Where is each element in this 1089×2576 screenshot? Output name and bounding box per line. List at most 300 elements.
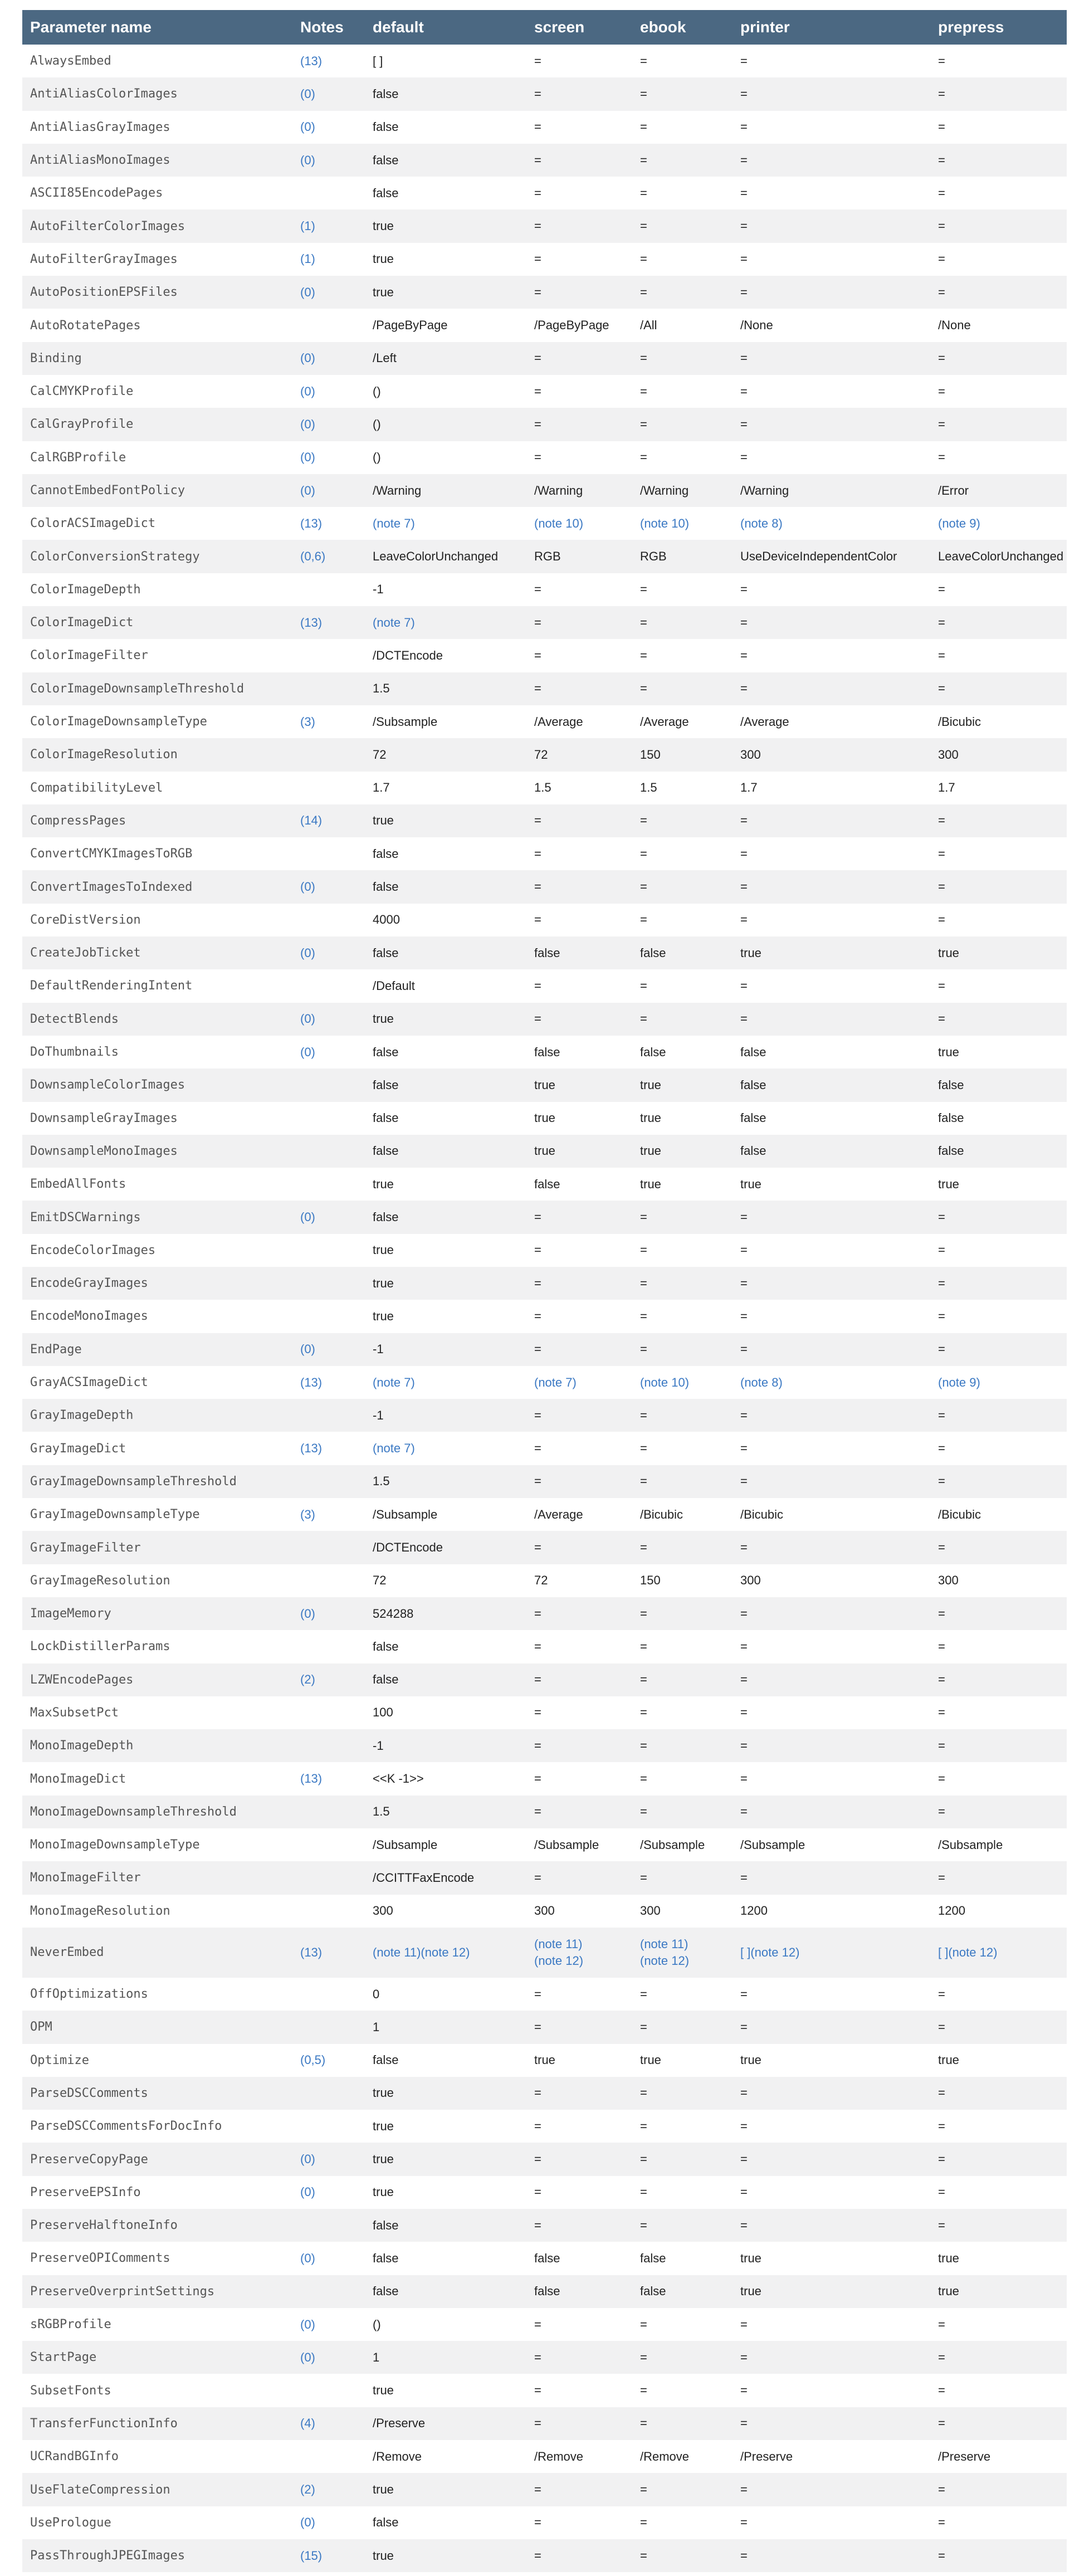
notes-cell (292, 1564, 365, 1597)
cell-value: = (534, 2152, 541, 2167)
cell-value: /Error (938, 483, 969, 497)
printer-cell (732, 342, 930, 375)
cell-value: () (373, 417, 381, 431)
ebook-cell (632, 1895, 732, 1928)
cell-value: () (373, 450, 381, 465)
cell-value: /Remove (534, 2449, 584, 2463)
cell-value: true (534, 1077, 555, 1092)
default-cell (365, 1531, 526, 1564)
cell-value: /Subsample (938, 1837, 1003, 1852)
printer-cell (732, 639, 930, 672)
notes-link[interactable]: (0) (300, 2350, 315, 2364)
cell-value: /Subsample (740, 1837, 805, 1852)
cell-value: false (534, 2284, 560, 2299)
cell-value: = (938, 1738, 945, 1753)
default-cell (365, 1465, 526, 1498)
table-row (22, 441, 1067, 474)
note-link[interactable]: [ ](note 12) (938, 1945, 998, 1959)
cell-value: = (938, 846, 945, 861)
table-row (22, 1300, 1067, 1333)
notes-link[interactable]: (0) (300, 880, 315, 894)
prepress-cell (930, 2242, 1067, 2275)
printer-cell (732, 1630, 930, 1663)
cell-value: = (640, 2086, 647, 2100)
parameter-name: GrayImageDownsampleType (30, 1507, 200, 1522)
notes-link[interactable]: (15) (300, 2548, 323, 2563)
cell-value: 1200 (938, 1904, 965, 1918)
notes-cell (292, 1978, 365, 2011)
prepress-cell (930, 2011, 1067, 2043)
cell-value: true (373, 2548, 394, 2563)
cell-value: false (740, 1111, 766, 1125)
ebook-cell (632, 1003, 732, 1036)
cell-value: = (938, 1342, 945, 1357)
notes-link[interactable]: (2) (300, 1672, 315, 1687)
screen-cell (526, 1498, 632, 1531)
printer-cell (732, 1036, 930, 1069)
prepress-cell (930, 2473, 1067, 2506)
cell-value: = (938, 681, 945, 696)
printer-cell (732, 1300, 930, 1333)
ebook-cell (632, 1729, 732, 1762)
notes-link[interactable]: (0) (300, 1606, 315, 1621)
screen-cell (526, 2242, 632, 2275)
printer-cell (732, 540, 930, 573)
notes-link[interactable]: (0) (300, 1012, 315, 1026)
ebook-cell (632, 474, 732, 507)
parameter-name: PreserveEPSInfo (30, 2185, 141, 2199)
notes-link[interactable]: (0,6) (300, 549, 326, 564)
screen-cell (526, 2209, 632, 2242)
cell-value: /All (640, 318, 657, 333)
note-link[interactable]: (note 10) (640, 516, 690, 530)
cell-value: 72 (373, 747, 387, 762)
notes-link[interactable]: (0) (300, 384, 315, 398)
printer-cell (732, 1168, 930, 1201)
cell-value: = (740, 681, 748, 696)
prepress-cell (930, 1597, 1067, 1630)
cell-value: = (938, 1441, 945, 1456)
notes-link[interactable]: (3) (300, 1507, 315, 1521)
note-link[interactable]: (note 7) (534, 1375, 577, 1389)
notes-link[interactable]: (13) (300, 53, 323, 68)
cell-value: true (373, 285, 394, 299)
printer-cell (732, 2473, 930, 2506)
cell-value: = (740, 384, 748, 398)
note-link[interactable]: (note 7) (373, 1375, 415, 1389)
ebook-cell (632, 1928, 732, 1978)
ebook-cell (632, 969, 732, 1002)
cell-value: = (640, 880, 647, 894)
note-link[interactable]: [ ](note 12) (740, 1945, 800, 1959)
cell-value: 1 (373, 2019, 380, 2034)
prepress-cell (930, 1465, 1067, 1498)
cell-value: = (534, 1309, 541, 1323)
cell-value: = (740, 1804, 748, 1819)
default-cell (365, 209, 526, 242)
cell-value: = (740, 1705, 748, 1720)
table-row (22, 1564, 1067, 1597)
ebook-cell (632, 1102, 732, 1135)
parameter-name: CalCMYKProfile (30, 384, 134, 399)
notes-link[interactable]: (0) (300, 2152, 315, 2167)
cell-value: = (534, 2548, 541, 2563)
screen-cell (526, 1201, 632, 1233)
notes-link[interactable]: (0) (300, 945, 315, 960)
cell-value: = (640, 681, 647, 696)
notes-cell (292, 111, 365, 144)
cell-value: false (640, 945, 666, 960)
prepress-cell (930, 1234, 1067, 1267)
prepress-cell (930, 209, 1067, 242)
default-cell (365, 804, 526, 837)
printer-cell (732, 2341, 930, 2374)
notes-link[interactable]: (0,5) (300, 2053, 326, 2067)
cell-value: true (373, 2119, 394, 2133)
ebook-cell (632, 2308, 732, 2341)
notes-link[interactable]: (13) (300, 1375, 323, 1389)
cell-value: = (938, 1540, 945, 1554)
cell-value: = (640, 2218, 647, 2232)
parameter-name: MaxSubsetPct (30, 1705, 119, 1720)
cell-value: true (640, 1144, 661, 1158)
column-header-screen: screen (526, 10, 632, 45)
ebook-cell (632, 441, 732, 474)
screen-cell (526, 904, 632, 936)
cell-value: = (640, 1772, 647, 1786)
prepress-cell (930, 309, 1067, 341)
screen-cell (526, 45, 632, 77)
default-cell (365, 1696, 526, 1729)
cell-value: true (938, 1045, 959, 1059)
note-link[interactable]: (note 9) (938, 516, 980, 530)
notes-link[interactable]: (0) (300, 351, 315, 365)
cell-value: = (938, 1276, 945, 1290)
default-cell (365, 2011, 526, 2043)
cell-value: /Bicubic (640, 1507, 683, 1521)
cell-value: = (938, 813, 945, 828)
ebook-cell (632, 1663, 732, 1696)
table-row (22, 1168, 1067, 1201)
printer-cell (732, 1796, 930, 1828)
ebook-cell (632, 45, 732, 77)
ebook-cell (632, 2011, 732, 2043)
table-row (22, 2044, 1067, 2077)
parameter-name: OffOptimizations (30, 1987, 148, 2002)
cell-value: = (740, 978, 748, 993)
note-link[interactable]: (note 11) (640, 1936, 688, 1951)
notes-link[interactable]: (2) (300, 2482, 315, 2497)
parameter-name: MonoImageDownsampleType (30, 1838, 200, 1852)
parameter-name: sRGBProfile (30, 2318, 111, 2332)
prepress-cell (930, 1003, 1067, 1036)
cell-value: = (640, 2152, 647, 2167)
cell-value: = (640, 615, 647, 630)
printer-cell (732, 2044, 930, 2077)
cell-value: = (640, 582, 647, 597)
cell-value: true (640, 2053, 661, 2067)
cell-value: = (740, 846, 748, 861)
parameter-name: EmbedAllFonts (30, 1177, 126, 1192)
table-row (22, 1895, 1067, 1928)
cell-value: false (534, 1045, 560, 1059)
cell-value: = (740, 219, 748, 233)
table-row (22, 1333, 1067, 1366)
cell-value: 1.5 (373, 1804, 390, 1819)
cell-value: /Subsample (373, 1837, 438, 1852)
notes-link[interactable]: (14) (300, 813, 323, 828)
ebook-cell (632, 1861, 732, 1894)
cell-value: = (534, 1276, 541, 1290)
cell-value: false (740, 1045, 766, 1059)
note-link[interactable]: (note 10) (640, 1375, 690, 1389)
cell-value: false (938, 1111, 964, 1125)
ebook-cell (632, 1234, 732, 1267)
parameter-name: DownsampleMonoImages (22, 1135, 292, 1168)
cell-value: = (640, 252, 647, 266)
prepress-cell (930, 144, 1067, 177)
note-link[interactable]: (note 10) (534, 516, 584, 530)
notes-link[interactable]: (0) (300, 153, 315, 167)
printer-cell (732, 1366, 930, 1399)
default-cell (365, 1796, 526, 1828)
note-link[interactable]: (note 8) (740, 1375, 783, 1389)
ebook-cell (632, 705, 732, 738)
printer-cell (732, 837, 930, 870)
ebook-cell (632, 1465, 732, 1498)
screen-cell (526, 804, 632, 837)
parameter-name: ASCII85EncodePages (30, 186, 163, 201)
note-link[interactable]: (note 8) (740, 516, 783, 530)
notes-link[interactable]: (13) (300, 516, 323, 530)
default-cell (365, 772, 526, 804)
notes-cell (292, 1597, 365, 1630)
cell-value: false (938, 1077, 964, 1092)
notes-link[interactable]: (13) (300, 615, 323, 630)
ebook-cell (632, 2209, 732, 2242)
table-row (22, 1399, 1067, 1432)
cell-value: = (640, 2383, 647, 2398)
cell-value: /Bicubic (938, 714, 981, 729)
notes-cell (292, 45, 365, 77)
cell-value: = (534, 1987, 541, 2001)
notes-link[interactable]: (4) (300, 2416, 315, 2431)
notes-link[interactable]: (0) (300, 2317, 315, 2331)
printer-cell (732, 209, 930, 242)
note-link[interactable]: (note 7) (373, 615, 415, 630)
parameter-name: CalRGBProfile (30, 450, 126, 465)
cell-value: true (740, 2284, 761, 2299)
column-header-default: default (365, 10, 526, 45)
notes-link[interactable]: (0) (300, 86, 315, 101)
ebook-cell (632, 2506, 732, 2539)
cell-value: = (640, 2350, 647, 2364)
notes-link[interactable]: (13) (300, 1772, 323, 1786)
printer-cell (732, 2110, 930, 2143)
note-link[interactable]: (note 12) (640, 1953, 690, 1968)
cell-value: = (740, 1408, 748, 1422)
default-cell (365, 1597, 526, 1630)
parameter-name: CompressPages (22, 804, 292, 837)
screen-cell (526, 606, 632, 639)
cell-value: = (938, 615, 945, 630)
cell-value: = (938, 285, 945, 299)
notes-cell (292, 1069, 365, 1101)
ebook-cell (632, 1168, 732, 1201)
screen-cell (526, 2506, 632, 2539)
prepress-cell (930, 573, 1067, 606)
ebook-cell (632, 342, 732, 375)
notes-link[interactable]: (0) (300, 2515, 315, 2530)
notes-link[interactable]: (13) (300, 1441, 323, 1456)
prepress-cell (930, 1069, 1067, 1101)
ebook-cell (632, 904, 732, 936)
notes-link[interactable]: (0) (300, 1342, 315, 1357)
cell-value: false (640, 2251, 666, 2265)
cell-value: false (373, 86, 399, 101)
cell-value: /Bicubic (740, 1507, 784, 1521)
notes-link[interactable]: (0) (300, 483, 315, 497)
default-cell (365, 705, 526, 738)
default-cell (365, 2044, 526, 2077)
cell-value: = (534, 2350, 541, 2364)
cell-value: = (938, 2317, 945, 2331)
default-cell (365, 2374, 526, 2407)
table-row (22, 2440, 1067, 2473)
notes-link[interactable]: (0) (300, 450, 315, 465)
cell-value: /Subsample (534, 1837, 599, 1852)
default-cell (365, 1201, 526, 1233)
ebook-cell (632, 1762, 732, 1795)
cell-value: 72 (534, 747, 548, 762)
ebook-cell (632, 1696, 732, 1729)
cell-value: false (373, 2251, 399, 2265)
cell-value: = (534, 1474, 541, 1489)
prepress-cell (930, 2143, 1067, 2175)
printer-cell (732, 2242, 930, 2275)
notes-link[interactable]: (3) (300, 714, 315, 729)
cell-value: 4000 (373, 913, 400, 927)
notes-link[interactable]: (0) (300, 2185, 315, 2199)
cell-value: false (373, 880, 399, 894)
note-link[interactable]: (note 7) (373, 1441, 415, 1456)
notes-cell (292, 2275, 365, 2308)
default-cell (365, 1729, 526, 1762)
note-link[interactable]: (note 11)(note 12) (373, 1945, 470, 1959)
table-row (22, 1630, 1067, 1663)
notes-link[interactable]: (0) (300, 120, 315, 134)
notes-link[interactable]: (0) (300, 285, 315, 299)
printer-cell (732, 2440, 930, 2473)
cell-value: = (534, 351, 541, 365)
cell-value: = (534, 1738, 541, 1753)
notes-cell (292, 342, 365, 375)
cell-value: = (938, 880, 945, 894)
cell-value: /Preserve (938, 2449, 991, 2463)
cell-value: = (534, 1408, 541, 1422)
cell-value: = (938, 2482, 945, 2497)
cell-value: false (373, 1045, 399, 1059)
screen-cell (526, 1267, 632, 1300)
notes-link[interactable]: (0) (300, 2251, 315, 2265)
table-row (22, 408, 1067, 441)
ebook-cell (632, 111, 732, 144)
cell-value: false (373, 1111, 399, 1125)
notes-cell (292, 672, 365, 705)
note-link[interactable]: (note 7) (373, 516, 415, 530)
cell-value: = (938, 1210, 945, 1224)
notes-link[interactable]: (0) (300, 1210, 315, 1224)
screen-cell (526, 936, 632, 969)
notes-link[interactable]: (0) (300, 1045, 315, 1059)
notes-link[interactable]: (0) (300, 417, 315, 431)
cell-value: = (534, 1243, 541, 1257)
screen-cell (526, 2044, 632, 2077)
note-link[interactable]: (note 12) (534, 1953, 584, 1968)
table-row (22, 1102, 1067, 1135)
cell-value: = (640, 2515, 647, 2530)
cell-value: = (740, 417, 748, 431)
ebook-cell (632, 2473, 732, 2506)
note-link[interactable]: (note 9) (938, 1375, 980, 1389)
notes-cell (292, 2407, 365, 2440)
cell-value: 150 (640, 1573, 661, 1588)
cell-value: = (534, 285, 541, 299)
prepress-cell (930, 276, 1067, 309)
cell-value: /DCTEncode (373, 1540, 443, 1554)
parameter-name: PreserveOverprintSettings (22, 2275, 292, 2308)
prepress-cell (930, 2275, 1067, 2308)
cell-value: = (640, 1540, 647, 1554)
notes-cell (292, 1630, 365, 1663)
cell-value: true (373, 2185, 394, 2199)
cell-value: /Warning (640, 483, 689, 497)
printer-cell (732, 507, 930, 540)
cell-value: = (640, 1243, 647, 1257)
cell-value: <<K -1>> (373, 1772, 424, 1786)
note-link[interactable]: (note 11) (534, 1936, 583, 1951)
notes-cell (292, 1135, 365, 1168)
notes-link[interactable]: (13) (300, 1945, 323, 1959)
table-row (22, 672, 1067, 705)
notes-cell (292, 2044, 365, 2077)
printer-cell (732, 1465, 930, 1498)
printer-cell (732, 2374, 930, 2407)
notes-cell (292, 276, 365, 309)
screen-cell (526, 1168, 632, 1201)
notes-link[interactable]: (1) (300, 219, 315, 233)
printer-cell (732, 804, 930, 837)
screen-cell (526, 1597, 632, 1630)
notes-cell (292, 969, 365, 1002)
screen-cell (526, 144, 632, 177)
screen-cell (526, 1564, 632, 1597)
cell-value: = (534, 2515, 541, 2530)
cell-value: 300 (640, 1904, 661, 1918)
notes-link[interactable]: (1) (300, 252, 315, 266)
screen-cell (526, 2110, 632, 2143)
cell-value: = (640, 1672, 647, 1687)
cell-value: = (938, 153, 945, 167)
default-cell (365, 1861, 526, 1894)
column-header-prepress: prepress (930, 10, 1067, 45)
table-row (22, 2275, 1067, 2308)
header-row (22, 10, 1067, 45)
cell-value: = (740, 880, 748, 894)
default-cell (365, 1333, 526, 1366)
default-cell (365, 441, 526, 474)
cell-value: = (640, 186, 647, 200)
